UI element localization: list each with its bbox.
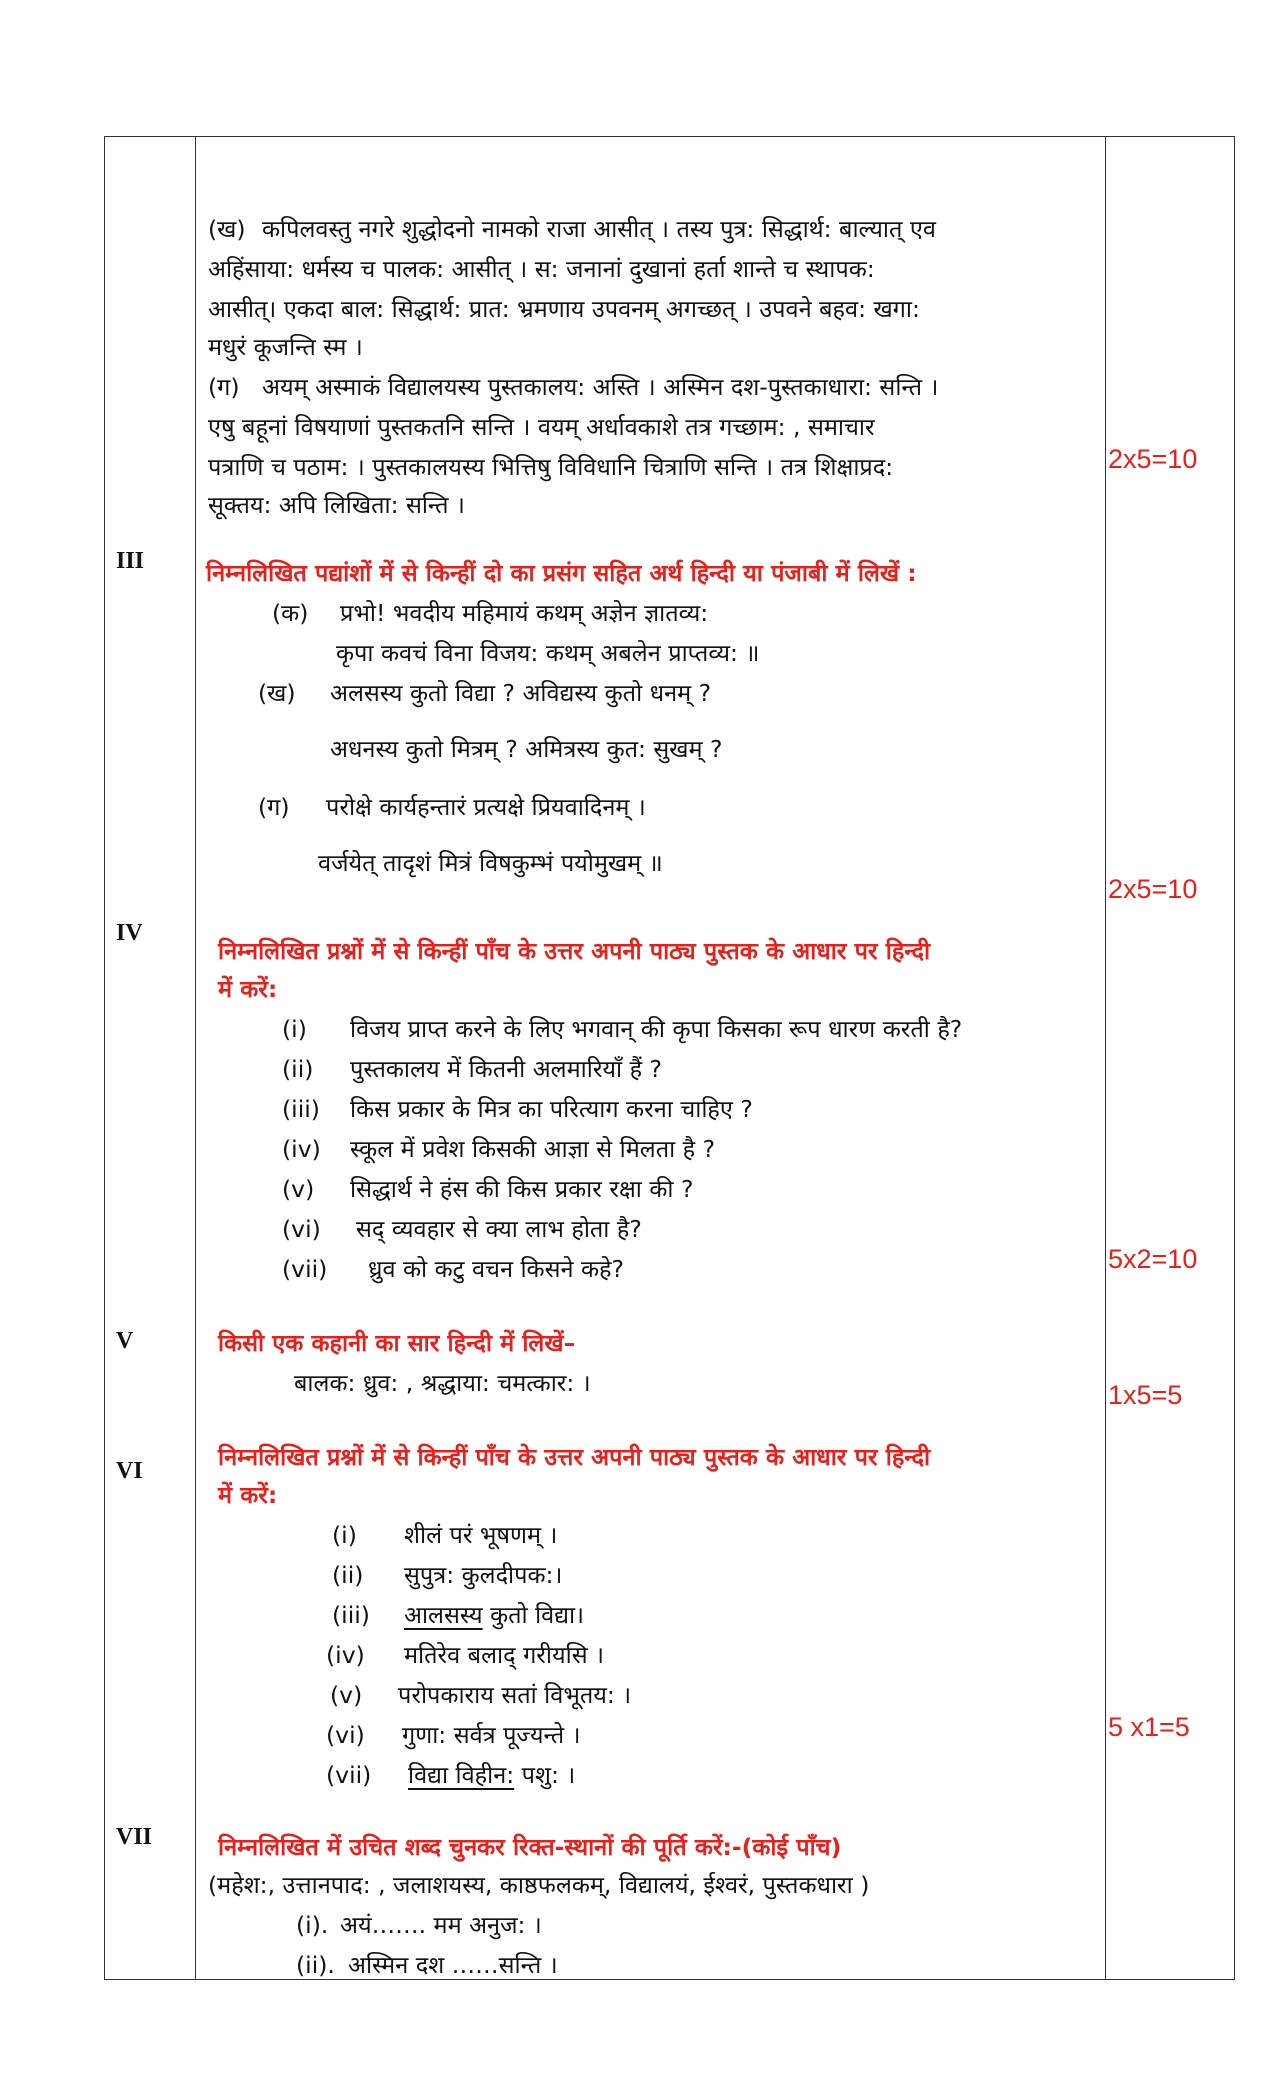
question-number: (ii) (282, 1055, 314, 1083)
verse-line: अधनस्य कुतो मित्रम् ? अमित्रस्य कुत: सुखम् ? (330, 735, 723, 763)
question-number: (vii) (282, 1255, 328, 1283)
item-text (404, 1601, 585, 1629)
section-instruction: निम्नलिखित प्रश्नों में से किन्हीं पाँच के उत्तर अपनी पाठ्य पुस्तक के आधार पर हिन्दी (218, 1443, 931, 1471)
underlined-word: विद्या विहीन: (408, 1761, 515, 1789)
verse-line: अलसस्य कुतो विद्या ? अविद्यस्य कुतो धनम् ? (330, 679, 712, 707)
column-divider-marks (1105, 137, 1106, 1979)
passage-ga-line: पत्राणि च पठाम: । पुस्तकालयस्य भित्तिषु विविधानि चित्राणि सन्ति । तत्र शिक्षाप्रद: (208, 453, 894, 481)
section-number: IV (116, 920, 143, 946)
item-number: (v) (330, 1681, 363, 1709)
item-text-rest: कुतो विद्या। (482, 1601, 585, 1629)
marks-section-VI: 5 x1=5 (1108, 1712, 1190, 1742)
marks-section-V: 1x5=5 (1108, 1380, 1183, 1410)
section-instruction: में करें: (218, 975, 278, 1003)
item-text: शीलं परं भूषणम् । (404, 1521, 558, 1549)
item-number: (vi) (326, 1721, 365, 1749)
marks-section-II: 2x5=10 (1108, 444, 1198, 474)
question-text: ध्रुव को कटु वचन किसने कहे? (368, 1255, 624, 1283)
passage-ga-line: अयम् अस्माकं विद्यालयस्य पुस्तकालय: अस्ति । अस्मिन दश-पुस्तकाधारा: सन्ति । (262, 373, 939, 401)
verse-line: प्रभो! भवदीय महिमायं कथम् अज्ञेन ज्ञातव्य: (340, 599, 709, 627)
question-number: (i) (282, 1015, 307, 1043)
section-number: VII (116, 1824, 153, 1850)
item-number: (i) (332, 1521, 357, 1549)
item-number: (iv) (326, 1641, 365, 1669)
item-number: (ii) (332, 1561, 364, 1589)
question-text: किस प्रकार के मित्र का परित्याग करना चाहिए ? (350, 1095, 753, 1123)
section-instruction: निम्नलिखित पद्यांशों में से किन्हीं दो का प्रसंग सहित अर्थ हिन्दी या पंजाबी में लिखें : (206, 559, 917, 587)
verse-line: वर्जयेत् तादृशं मित्रं विषकुम्भं पयोमुखम् ॥ (318, 849, 663, 877)
item-text-rest: पशु: । (514, 1761, 576, 1789)
passage-kha-label: (ख) (208, 215, 246, 243)
passage-ga-line: सूक्तय: अपि लिखिता: सन्ति । (208, 491, 465, 519)
item-text: गुणा: सर्वत्र पूज्यन्ते । (402, 1721, 581, 1749)
section-instruction: निम्नलिखित में उचित शब्द चुनकर रिक्त-स्थानों की पूर्ति करें:-(कोई पाँच) (218, 1833, 842, 1861)
item-number: (vii) (326, 1761, 372, 1789)
passage-kha-line: अहिंसाया: धर्मस्य च पालक: आसीत् । स: जनानां दुखानां हर्ता शान्ते च स्थापक: (208, 255, 875, 283)
fill-blank-text: अयं……. मम अनुज: । (340, 1911, 542, 1939)
marks-section-III: 2x5=10 (1108, 874, 1198, 904)
verse-label: (ख) (258, 679, 296, 707)
item-text (408, 1761, 576, 1789)
passage-kha-line: कपिलवस्तु नगरे शुद्धोदनो नामको राजा आसीत् । तस्य पुत्र: सिद्धार्थ: बाल्यात् एव (262, 215, 936, 243)
section-number: III (116, 548, 145, 574)
question-text: स्कूल में प्रवेश किसकी आज्ञा से मिलता है ? (350, 1135, 716, 1163)
verse-line: परोक्षे कार्यहन्तारं प्रत्यक्षे प्रियवादिनम् । (326, 793, 646, 821)
story-options: बालक: ध्रुव: , श्रद्धाया: चमत्कार: । (294, 1369, 591, 1397)
fill-blank-number: (i). (296, 1911, 329, 1939)
question-number: (iii) (282, 1095, 320, 1123)
verse-label: (क) (272, 599, 309, 627)
underlined-word: आलसस्य (404, 1601, 483, 1629)
marks-section-IV: 5x2=10 (1108, 1244, 1198, 1274)
section-instruction: निम्नलिखित प्रश्नों में से किन्हीं पाँच के उत्तर अपनी पाठ्य पुस्तक के आधार पर हिन्दी (218, 937, 931, 965)
question-text: सद् व्यवहार से क्या लाभ होता है? (356, 1215, 642, 1243)
question-text: पुस्तकालय में कितनी अलमारियाँ हैं ? (350, 1055, 663, 1083)
passage-ga-label: (ग) (208, 373, 240, 401)
question-text: सिद्धार्थ ने हंस की किस प्रकार रक्षा की ? (350, 1175, 694, 1203)
verse-line: कृपा कवचं विना विजय: कथम् अबलेन प्राप्तव्य: ॥ (336, 639, 760, 667)
section-instruction: में करें: (218, 1481, 278, 1509)
word-bank: (महेश:, उत्तानपाद: , जलाशयस्य, काष्ठफलकम्, विद्यालयं, ईश्वरं, पुस्तकधारा ) (208, 1871, 870, 1899)
item-text: परोपकाराय सतां विभूतय: । (398, 1681, 632, 1709)
passage-ga-line: एषु बहूनां विषयाणां पुस्तकतनि सन्ति । वयम् अर्धावकाशे तत्र गच्छाम: , समाचार (208, 413, 875, 441)
fill-blank-number: (ii). (296, 1951, 335, 1979)
verse-label: (ग) (258, 793, 290, 821)
passage-kha-line: आसीत्। एकदा बाल: सिद्धार्थ: प्रात: भ्रमणाय उपवनम् अगच्छत् । उपवने बहव: खगा: (208, 295, 920, 323)
question-number: (iv) (282, 1135, 321, 1163)
passage-kha-line: मधुरं कूजन्ति स्म । (208, 333, 363, 361)
item-number: (iii) (332, 1601, 370, 1629)
question-number: (v) (282, 1175, 315, 1203)
column-divider-number (195, 137, 196, 1979)
item-text: मतिरेव बलाद् गरीयसि । (404, 1641, 604, 1669)
section-instruction: किसी एक कहानी का सार हिन्दी में लिखें– (218, 1329, 576, 1357)
section-number: VI (116, 1458, 143, 1484)
question-number: (vi) (282, 1215, 321, 1243)
item-text: सुपुत्र: कुलदीपक:। (404, 1561, 563, 1589)
question-text: विजय प्राप्त करने के लिए भगवान् की कृपा किसका रूप धारण करती है? (350, 1015, 963, 1043)
fill-blank-text: अस्मिन दश ……सन्ति । (348, 1951, 558, 1979)
section-number: V (116, 1328, 134, 1354)
